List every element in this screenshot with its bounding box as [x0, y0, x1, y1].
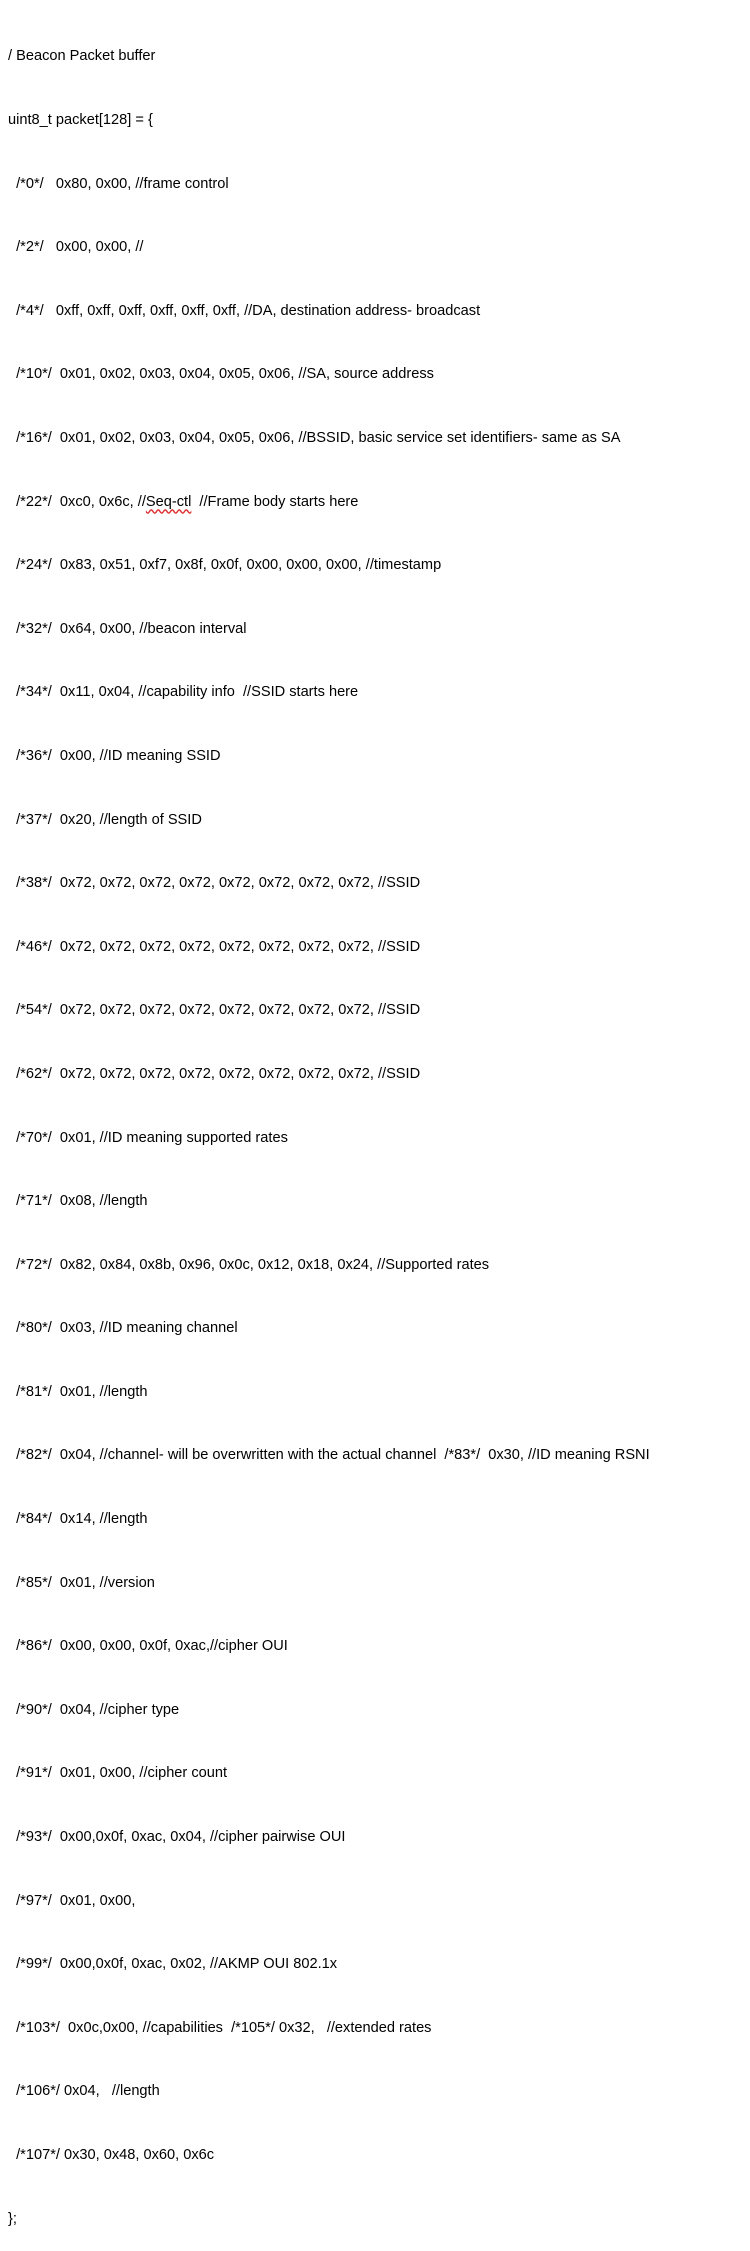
- code-line: /*54*/ 0x72, 0x72, 0x72, 0x72, 0x72, 0x72, 0x72, 0x72, //SSID: [8, 1002, 421, 1019]
- code-line: /*91*/ 0x01, 0x00, //cipher count: [8, 1765, 228, 1782]
- code-line: /*24*/ 0x83, 0x51, 0xf7, 0x8f, 0x0f, 0x00, 0x00, 0x00, //timestamp: [8, 557, 442, 574]
- code-line: /*106*/ 0x04, //length: [8, 2083, 160, 2100]
- code-line: /*32*/ 0x64, 0x00, //beacon interval: [8, 620, 247, 637]
- code-line: /*97*/ 0x01, 0x00,: [8, 1892, 136, 1909]
- code-line: /*4*/ 0xff, 0xff, 0xff, 0xff, 0xff, 0xff, //DA, destination address- broadcast: [8, 302, 481, 319]
- code-line: /*107*/ 0x30, 0x48, 0x60, 0x6c: [8, 2147, 215, 2163]
- code-line: /*16*/ 0x01, 0x02, 0x03, 0x04, 0x05, 0x06, //BSSID, basic service set identifiers- same as SA: [8, 429, 621, 446]
- code-line: };: [8, 2210, 17, 2227]
- code-line: /*2*/ 0x00, 0x00, //: [8, 239, 144, 256]
- code-line: /*93*/ 0x00,0x0f, 0xac, 0x04, //cipher pairwise OUI: [8, 1829, 346, 1846]
- code-line: /*10*/ 0x01, 0x02, 0x03, 0x04, 0x05, 0x06, //SA, source address: [8, 366, 434, 383]
- spellcheck-marked-word: Seq-ctl: [145, 493, 192, 510]
- code-segment: /*22*/ 0xc0, 0x6c, //: [8, 493, 146, 510]
- code-line: /*85*/ 0x01, //version: [8, 1574, 155, 1591]
- code-line: /*90*/ 0x04, //cipher type: [8, 1701, 180, 1718]
- code-line: /*71*/ 0x08, //length: [8, 1193, 148, 1210]
- code-line: /*38*/ 0x72, 0x72, 0x72, 0x72, 0x72, 0x72, 0x72, 0x72, //SSID: [8, 875, 421, 892]
- code-segment: //Frame body starts here: [191, 493, 359, 510]
- code-line: /*72*/ 0x82, 0x84, 0x8b, 0x96, 0x0c, 0x12, 0x18, 0x24, //Supported rates: [8, 1256, 490, 1273]
- code-line: /*70*/ 0x01, //ID meaning supported rates: [8, 1129, 288, 1146]
- code-document: [8, 4, 748, 2251]
- code-line: /*81*/ 0x01, //length: [8, 1383, 148, 1400]
- code-line: /*99*/ 0x00,0x0f, 0xac, 0x02, //AKMP OUI 802.1x: [8, 1956, 338, 1973]
- code-line: uint8_t packet[128] = {: [8, 112, 153, 128]
- code-line: [8, 492, 748, 513]
- code-line: /*37*/ 0x20, //length of SSID: [8, 811, 202, 828]
- code-line: /*62*/ 0x72, 0x72, 0x72, 0x72, 0x72, 0x72, 0x72, 0x72, //SSID: [8, 1065, 421, 1082]
- code-line: /*46*/ 0x72, 0x72, 0x72, 0x72, 0x72, 0x72, 0x72, 0x72, //SSID: [8, 938, 421, 955]
- code-line: /*82*/ 0x04, //channel- will be overwritten with the actual channel /*83*/ 0x30, //ID meaning RSNI: [8, 1447, 650, 1464]
- code-line: /*103*/ 0x0c,0x00, //capabilities /*105*/ 0x32, //extended rates: [8, 2019, 432, 2036]
- code-line: /*36*/ 0x00, //ID meaning SSID: [8, 747, 221, 764]
- code-line: /*84*/ 0x14, //length: [8, 1511, 148, 1528]
- code-line: /*80*/ 0x03, //ID meaning channel: [8, 1320, 238, 1337]
- code-line: /*0*/ 0x80, 0x00, //frame control: [8, 175, 229, 192]
- code-line: /*34*/ 0x11, 0x04, //capability info //SSID starts here: [8, 684, 359, 701]
- code-line: / Beacon Packet buffer: [8, 48, 156, 65]
- code-line: /*86*/ 0x00, 0x00, 0x0f, 0xac,//cipher OUI: [8, 1638, 288, 1655]
